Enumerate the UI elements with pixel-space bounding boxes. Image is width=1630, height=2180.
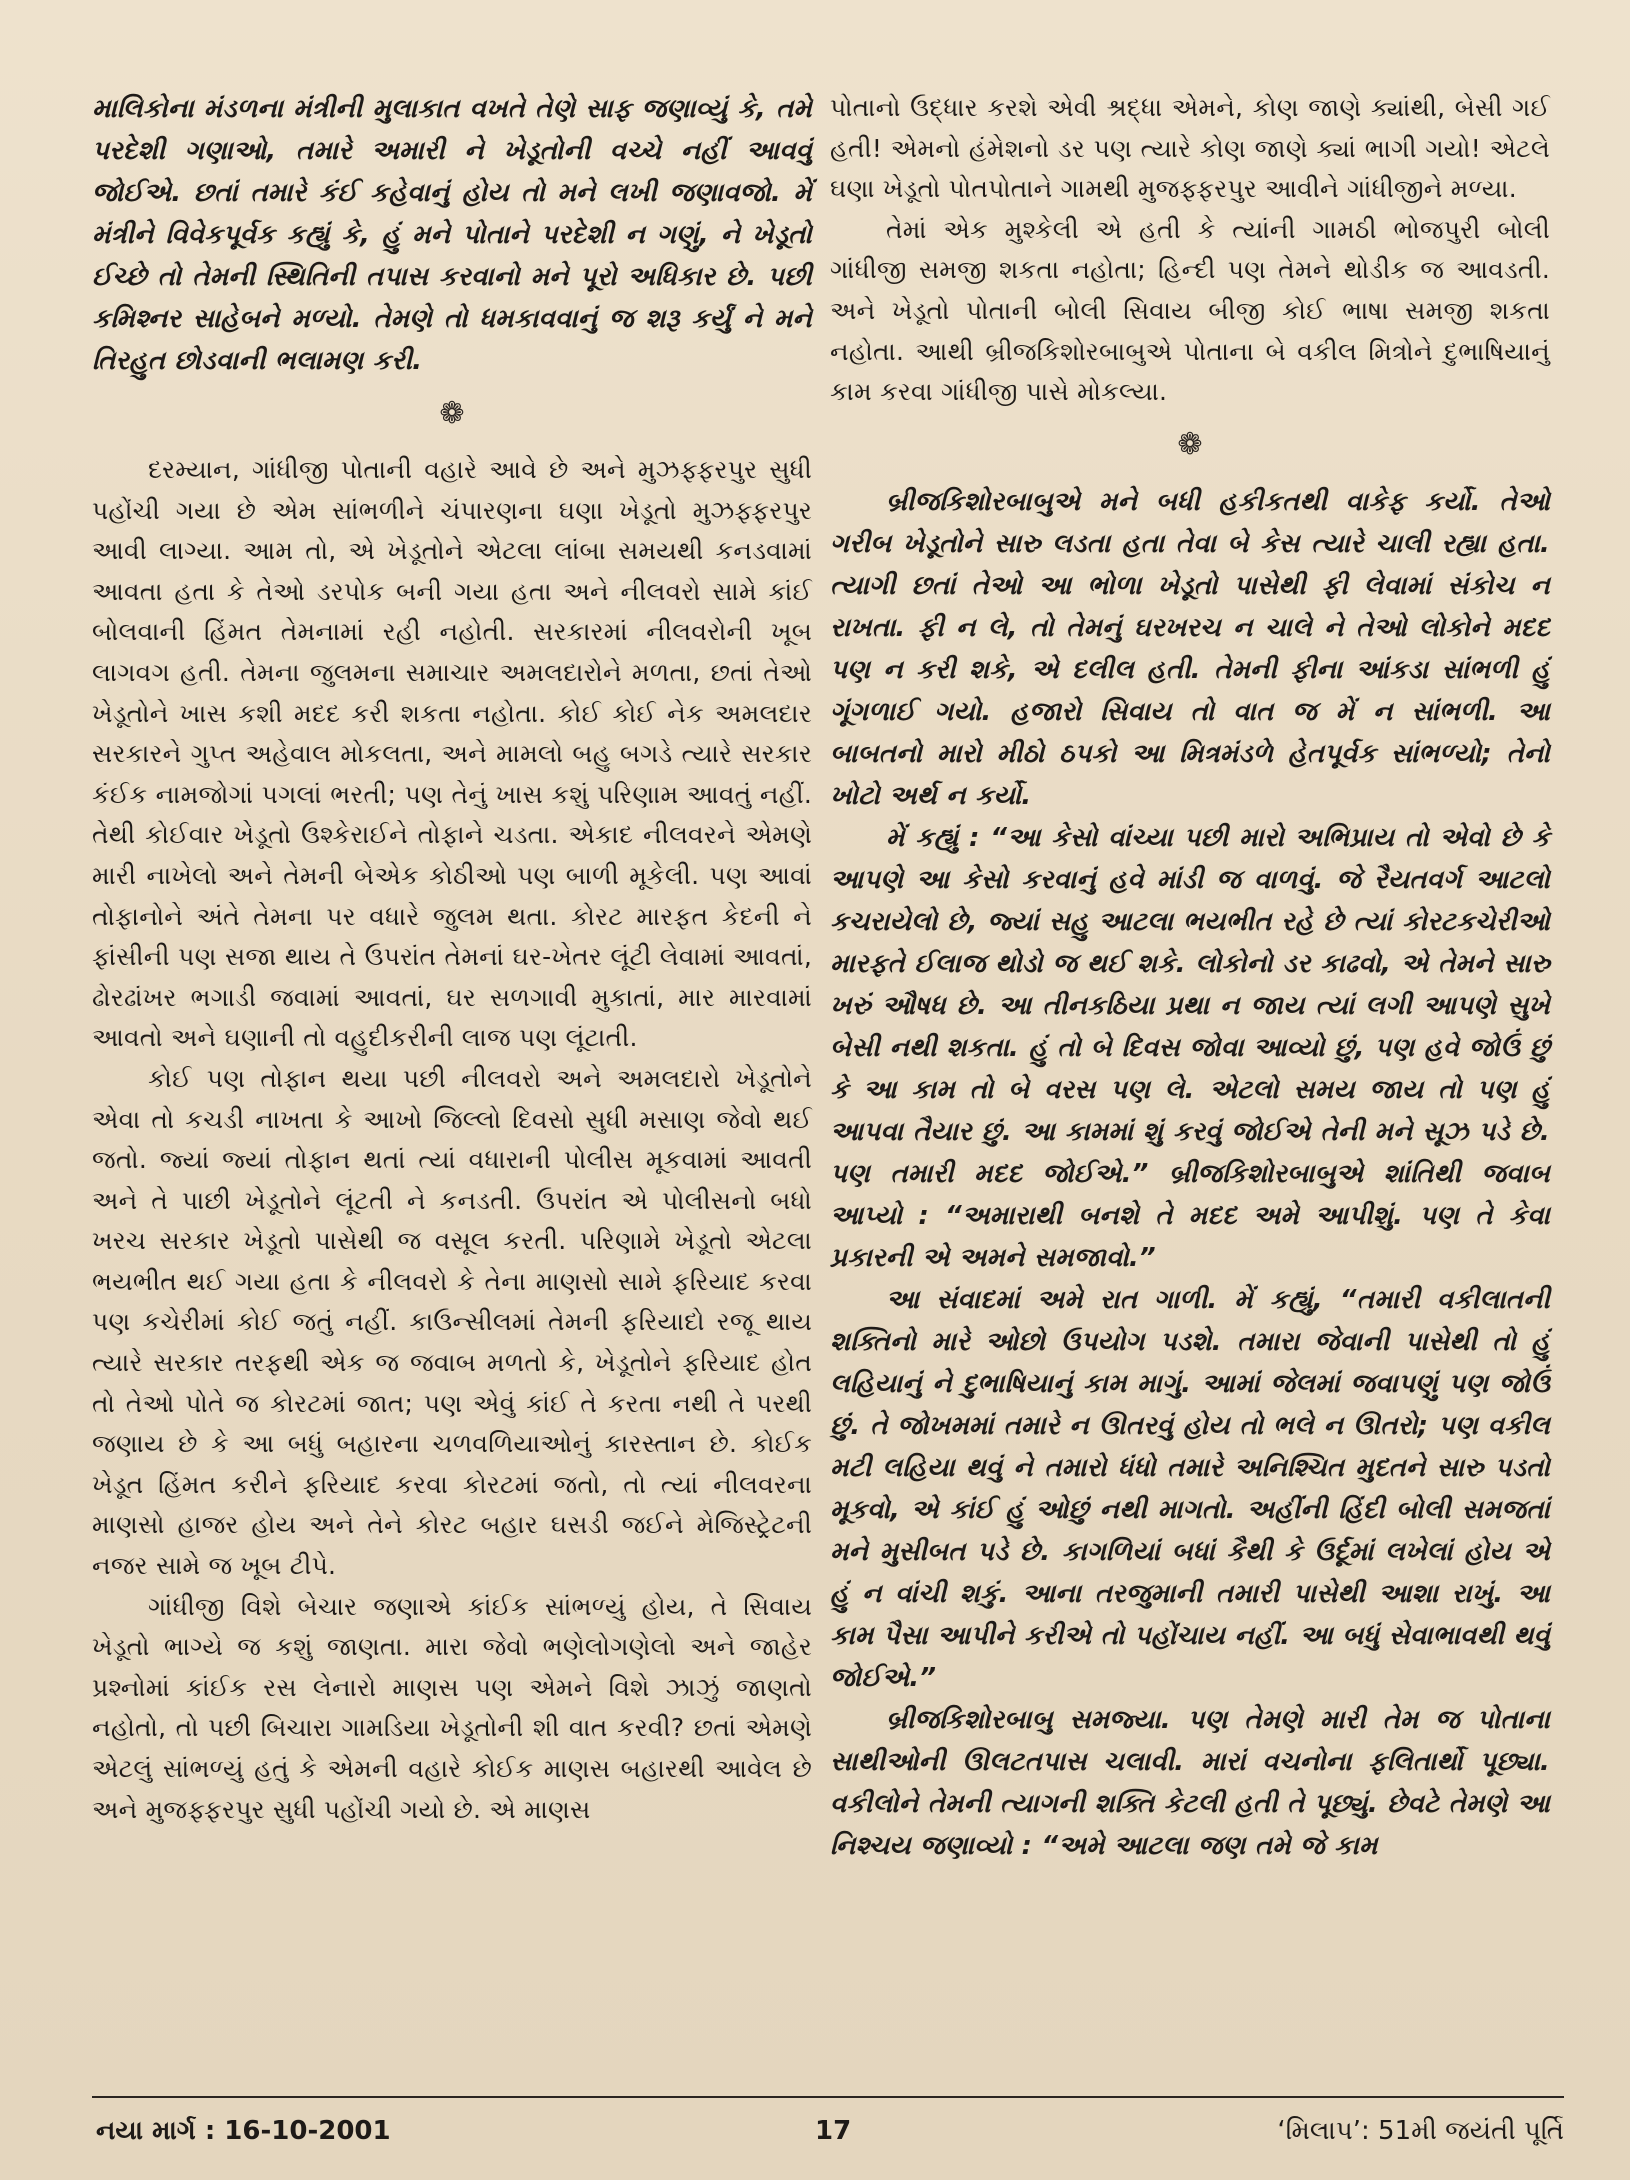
paragraph-bold-quote: માલિકોના મંડળના મંત્રીની મુલાકાત વખતે તેણે સાફ જણાવ્યું કે, તમે પરદેશી ગણાઓ, તમારે અમારી ને ખેડૂતોની વચ્ચે નહીં આવવું જોઈએ. છતાં તમારે કંઈ કહેવાનું હોય તો મને લખી જણાવજો. મેં મંત્રીને વિવેકપૂર્વક કહ્યું કે, હું મને પોતાને પરદેશી ન ગણું, ને ખેડૂતો ઈચ્છે તો તેમની સ્થિતિની તપાસ કરવાનો મને પૂરો અધિકાર છે. પછી કમિશ્નર સાહેબને મળ્યો. તેમણે તો ધમકાવવાનું જ શરૂ કર્યું ને મને તિરહુત છોડવાની ભલામણ કરી. xyxy=(92,94,812,376)
right-column xyxy=(830,88,1550,1867)
paragraph: તેમાં એક મુશ્કેલી એ હતી કે ત્યાંની ગામઠી ભોજપુરી બોલી ગાંધીજી સમજી શકતા નહોતા; હિન્દી પણ તેમને થોડીક જ આવડતી. અને ખેડૂતો પોતાની બોલી સિવાય બીજી કોઈ ભાષા સમજી શકતા નહોતા. આથી બ્રીજકિશોરબાબુએ પોતાના બે વકીલ મિત્રોને દુભાષિયાનું કામ કરવા ગાંધીજી પાસે મોકલ્યા. xyxy=(830,214,1550,407)
footer-supplement: ‘મિલાપ’: 51મી જયંતી પૂર્તિ xyxy=(1277,2116,1564,2146)
paragraph-bold-quote: આ સંવાદમાં અમે રાત ગાળી. મેં કહ્યું, “તમારી વકીલાતની શક્તિનો મારે ઓછો ઉપયોગ પડશે. તમારા જેવાની પાસેથી તો હું લહિયાનું ને દુભાષિયાનું કામ માગું. આમાં જેલમાં જવાપણું પણ જોઉં છું. તે જોખમમાં તમારે ન ઊતરવું હોય તો ભલે ન ઊતરો; પણ વકીલ મટી લહિયા થવું ને તમારો ધંધો તમારે અનિશ્ચિત મુદતને સારુ પડતો મૂકવો, એ કાંઈ હું ઓછું નથી માગતો. અહીંની હિંદી બોલી સમજતાં મને મુસીબત પડે છે. કાગળિયાં બધાં કૈથી કે ઉર્દૂમાં લખેલાં હોય એ હું ન વાંચી શકું. આના તરજુમાની તમારી પાસેથી આશા રાખું. આ કામ પૈસા આપીને કરીએ તો પહોંચાય નહીં. આ બધું સેવાભાવથી થવું જોઈએ.” xyxy=(830,1284,1550,1693)
paragraph-bold-quote: બ્રીજકિશોરબાબુએ મને બધી હકીકતથી વાકેફ કર્યો. તેઓ ગરીબ ખેડૂતોને સારુ લડતા હતા તેવા બે કેસ ત્યારે ચાલી રહ્યા હતા. ત્યાગી છતાં તેઓ આ ભોળા ખેડૂતો પાસેથી ફી લેવામાં સંકોચ ન રાખતા. ફી ન લે, તો તેમનું ઘરખરચ ન ચાલે ને તેઓ લોકોને મદદ પણ ન કરી શકે, એ દલીલ હતી. તેમની ફીના આંકડા સાંભળી હું ગૂંગળાઈ ગયો. હજારો સિવાય તો વાત જ મેં ન સાંભળી. આ બાબતનો મારો મીઠો ઠપકો આ મિત્રમંડળે હેતપૂર્વક સાંભળ્યો; તેનો ખોટો અર્થ ન કર્યો. xyxy=(830,486,1550,811)
ornament-divider: ❁ xyxy=(1177,426,1203,462)
footer-publication: નયા માર્ગ : 16-10-2001 xyxy=(96,2116,391,2146)
page-number: 17 xyxy=(815,2116,852,2146)
left-column xyxy=(92,88,812,1830)
ornament-divider: ❁ xyxy=(439,396,465,431)
paragraph-bold-quote: બ્રીજકિશોરબાબુ સમજ્યા. પણ તેમણે મારી તેમ જ પોતાના સાથીઓની ઊલટતપાસ ચલાવી. મારાં વચનોના ફલિતાર્થો પૂછ્યા. વકીલોને તેમની ત્યાગની શક્તિ કેટલી હતી તે પૂછ્યું. છેવટે તેમણે આ નિશ્ચય જણાવ્યો : “અમે આટલા જણ તમે જે કામ xyxy=(830,1704,1550,1861)
paragraph: ગાંધીજી વિશે બેચાર જણાએ કાંઈક સાંભળ્યું હોય, તે સિવાય ખેડૂતો ભાગ્યે જ કશું જાણતા. મારા જેવો ભણેલોગણેલો અને જાહેર પ્રશ્નોમાં કાંઈક રસ લેનારો માણસ પણ એમને વિશે ઝાઝું જાણતો નહોતો, તો પછી બિચારા ગામડિયા ખેડૂતોની શી વાત કરવી? છતાં એમણે એટલું સાંભળ્યું હતું કે એમની વહારે કોઈક માણસ બહારથી આવેલ છે અને મુજફ્ફરપુર સુધી પહોંચી ગયો છે. એ માણસ xyxy=(92,1591,812,1824)
paragraph: કોઈ પણ તોફાન થયા પછી નીલવરો અને અમલદારો ખેડૂતોને એવા તો કચડી નાખતા કે આખો જિલ્લો દિવસો સુધી મસાણ જેવો થઈ જતો. જ્યાં જ્યાં તોફાન થતાં ત્યાં વધારાની પોલીસ મૂકવામાં આવતી અને તે પાછી ખેડૂતોને લૂંટતી ને કનડતી. ઉપરાંત એ પોલીસનો બધો ખરચ સરકાર ખેડૂતો પાસેથી જ વસૂલ કરતી. પરિણામે ખેડૂતો એટલા ભયભીત થઈ ગયા હતા કે નીલવરો કે તેના માણસો સામે ફરિયાદ કરવા પણ કચેરીમાં કોઈ જતું નહીં. કાઉન્સીલમાં તેમની ફરિયાદો રજૂ થાય ત્યારે સરકાર તરફથી એક જ જવાબ મળતો કે, ખેડૂતોને ફરિયાદ હોત તો તેઓ પોતે જ કોરટમાં જાત; પણ એવું કાંઈ તે કરતા નથી તે પરથી જણાય છે કે આ બધું બહારના ચળવળિયાઓનું કારસ્તાન છે. કોઈક ખેડૂત હિંમત કરીને ફરિયાદ કરવા કોરટમાં જતો, તો ત્યાં નીલવરના માણસો હાજર હોય અને તેને કોરટ બહાર ઘસડી જઈને મેજિસ્ટ્રેટની નજર સામે જ ખૂબ ટીપે. xyxy=(92,1063,812,1581)
paragraph: પોતાનો ઉદ્ધાર કરશે એવી શ્રદ્ધા એમને, કોણ જાણે ક્યાંથી, બેસી ગઈ હતી! એમનો હંમેશનો ડર પણ ત્યારે કોણ જાણે ક્યાં ભાગી ગયો! એટલે ઘણા ખેડૂતો પોતપોતાને ગામથી મુજફ્ફરપુર આવીને ગાંધીજીને મળ્યા. xyxy=(830,93,1550,204)
paragraph-bold-quote: મેં કહ્યું : “આ કેસો વાંચ્યા પછી મારો અભિપ્રાય તો એવો છે કે આપણે આ કેસો કરવાનું હવે માંડી જ વાળવું. જે રૈયતવર્ગ આટલો કચરાયેલો છે, જ્યાં સહુ આટલા ભયભીત રહે છે ત્યાં કોરટકચેરીઓ મારફતે ઈલાજ થોડો જ થઈ શકે. લોકોનો ડર કાઢવો, એ તેમને સારુ ખરું ઔષધ છે. આ તીનકઠિયા પ્રથા ન જાય ત્યાં લગી આપણે સુખે બેસી નથી શકતા. હું તો બે દિવસ જોવા આવ્યો છું, પણ હવે જોઉં છું કે આ કામ તો બે વરસ પણ લે. એટલો સમય જાય તો પણ હું આપવા તૈયાર છું. આ કામમાં શું કરવું જોઈએ તેની મને સૂઝ પડે છે. પણ તમારી મદદ જોઈએ.” બ્રીજકિશોરબાબુએ શાંતિથી જવાબ આપ્યો : “અમારાથી બનશે તે મદદ અમે આપીશું. પણ તે કેવા પ્રકારની એ અમને સમજાવો.” xyxy=(830,822,1550,1273)
footer-divider xyxy=(92,2096,1564,2098)
paragraph: દરમ્યાન, ગાંધીજી પોતાની વહારે આવે છે અને મુઝફ્ફરપુર સુધી પહોંચી ગયા છે એમ સાંભળીને ચંપારણના ઘણા ખેડૂતો મુઝફ્ફરપુર આવી લાગ્યા. આમ તો, એ ખેડૂતોને એટલા લાંબા સમયથી કનડવામાં આવતા હતા કે તેઓ ડરપોક બની ગયા હતા અને નીલવરો સામે કાંઈ બોલવાની હિંમત તેમનામાં રહી નહોતી. સરકારમાં નીલવરોની ખૂબ લાગવગ હતી. તેમના જુલમના સમાચાર અમલદારોને મળતા, છતાં તેઓ ખેડૂતોને ખાસ કશી મદદ કરી શકતા નહોતા. કોઈ કોઈ નેક અમલદાર સરકારને ગુપ્ત અહેવાલ મોકલતા, અને મામલો બહુ બગડે ત્યારે સરકાર કંઈક નામજોગાં પગલાં ભરતી; પણ તેનું ખાસ કશું પરિણામ આવતું નહીં. તેથી કોઈવાર ખેડૂતો ઉશ્કેરાઈને તોફાને ચડતા. એકાદ નીલવરને એમણે મારી નાખેલો અને તેમની બેએક કોઠીઓ પણ બાળી મૂકેલી. પણ આવાં તોફાનોને અંતે તેમના પર વધારે જુલમ થતા. કોરટ મારફત કેદની ને ફાંસીની પણ સજા થાય તે ઉપરાંત તેમનાં ઘર-ખેતર લૂંટી લેવામાં આવતાં, ઢોરઢાંખર ભગાડી જવામાં આવતાં, ઘર સળગાવી મુકાતાં, માર મારવામાં આવતો અને ઘણાની તો વહુદીકરીની લાજ પણ લૂંટાતી. xyxy=(92,455,812,1053)
